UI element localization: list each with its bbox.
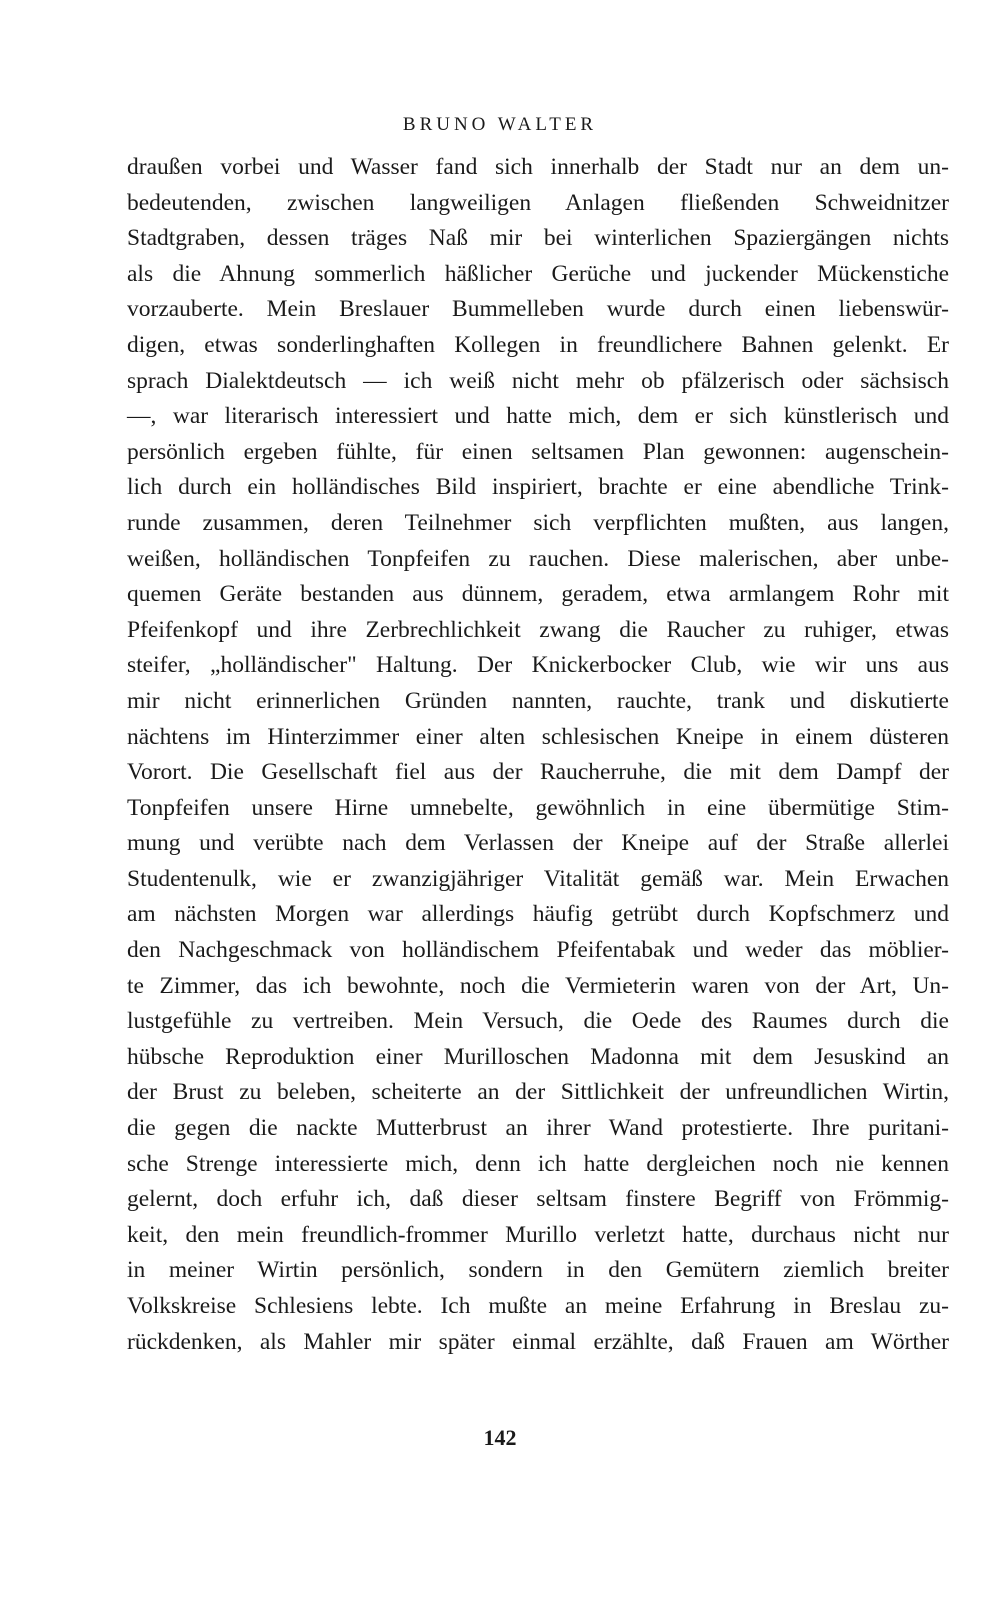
running-head: BRUNO WALTER <box>402 114 598 135</box>
text-line-10: lich durch ein holländisches Bild inspiriert, brachte er eine abendliche Trink- <box>127 474 949 501</box>
text-line-33: Volkskreise Schlesiens lebte. Ich mußte an meine Erfahrung in Breslau zu- <box>127 1293 949 1319</box>
text-line-11: runde zusammen, deren Teilnehmer sich verpflichten mußten, aus langen, <box>127 509 949 536</box>
text-line-14: Pfeifenkopf und ihre Zerbrechlichkeit zwang die Raucher zu ruhiger, etwas <box>127 616 949 643</box>
text-line-6: digen, etwas sonderlinghaften Kollegen in freundlichere Bahnen gelenkt. Er <box>127 331 949 358</box>
text-line-9: persönlich ergeben fühlte, für einen seltsamen Plan gewonnen: augenschein- <box>127 438 949 465</box>
text-line-18: Vorort. Die Gesellschaft fiel aus der Raucherruhe, die mit dem Dampf der <box>127 759 949 786</box>
text-line-24: te Zimmer, das ich bewohnte, noch die Vermieterin waren von der Art, Un- <box>127 972 949 999</box>
text-line-23: den Nachgeschmack von holländischem Pfeifentabak und weder das möblier- <box>127 937 949 964</box>
text-line-30: gelernt, doch erfuhr ich, daß dieser seltsam finstere Begriff von Frömmig- <box>127 1186 949 1213</box>
text-line-5: vorzauberte. Mein Breslauer Bummelleben wurde durch einen liebenswür- <box>127 296 949 323</box>
text-line-17: nächtens im Hinterzimmer einer alten schlesischen Kneipe in einem düsteren <box>127 723 949 750</box>
text-line-2: bedeutenden, zwischen langweiligen Anlagen fließenden Schweidnitzer <box>127 189 949 216</box>
text-line-15: steifer, „holländischer" Haltung. Der Knickerbocker Club, wie wir uns aus <box>127 652 949 679</box>
text-line-7: sprach Dialektdeutsch — ich weiß nicht mehr ob pfälzerisch oder sächsisch <box>127 367 949 394</box>
text-line-1: draußen vorbei und Wasser fand sich innerhalb der Stadt nur an dem un- <box>127 154 949 180</box>
text-line-4: als die Ahnung sommerlich häßlicher Gerüche und juckender Mückenstiche <box>127 260 949 287</box>
text-line-32: in meiner Wirtin persönlich, sondern in den Gemütern ziemlich breiter <box>127 1257 949 1284</box>
text-line-12: weißen, holländischen Tonpfeifen zu rauchen. Diese malerischen, aber unbe- <box>127 545 949 572</box>
text-line-22: am nächsten Morgen war allerdings häufig getrübt durch Kopfschmerz und <box>127 901 949 928</box>
text-line-28: die gegen die nackte Mutterbrust an ihrer Wand protestierte. Ihre puritani- <box>127 1115 949 1142</box>
text-line-13: quemen Geräte bestanden aus dünnem, geradem, etwa armlangem Rohr mit <box>127 581 949 608</box>
text-line-19: Tonpfeifen unsere Hirne umnebelte, gewöhnlich in eine übermütige Stim- <box>127 794 949 821</box>
text-line-26: hübsche Reproduktion einer Murilloschen Madonna mit dem Jesuskind an <box>127 1043 949 1070</box>
text-line-25: lustgefühle zu vertreiben. Mein Versuch, die Oede des Raumes durch die <box>127 1008 949 1035</box>
text-line-27: der Brust zu beleben, scheiterte an der Sittlichkeit der unfreundlichen Wirtin, <box>127 1079 949 1106</box>
page-number: 142 <box>483 1425 517 1450</box>
text-line-16: mir nicht erinnerlichen Gründen nannten, rauchte, trank und diskutierte <box>127 687 949 714</box>
text-line-21: Studentenulk, wie er zwanzigjähriger Vitalität gemäß war. Mein Erwachen <box>127 865 949 892</box>
text-line-3: Stadtgraben, dessen träges Naß mir bei winterlichen Spaziergängen nichts <box>127 225 949 252</box>
text-line-8: —, war literarisch interessiert und hatte mich, dem er sich künstlerisch und <box>127 403 949 430</box>
body-text <box>127 150 949 1360</box>
text-line-31: keit, den mein freundlich-frommer Murillo verletzt hatte, durchaus nicht nur <box>127 1221 949 1248</box>
text-line-29: sche Strenge interessierte mich, denn ich hatte dergleichen noch nie kennen <box>127 1150 949 1177</box>
text-line-20: mung und verübte nach dem Verlassen der Kneipe auf der Straße allerlei <box>127 830 949 857</box>
text-line-34: rückdenken, als Mahler mir später einmal erzählte, daß Frauen am Wörther <box>127 1328 949 1355</box>
